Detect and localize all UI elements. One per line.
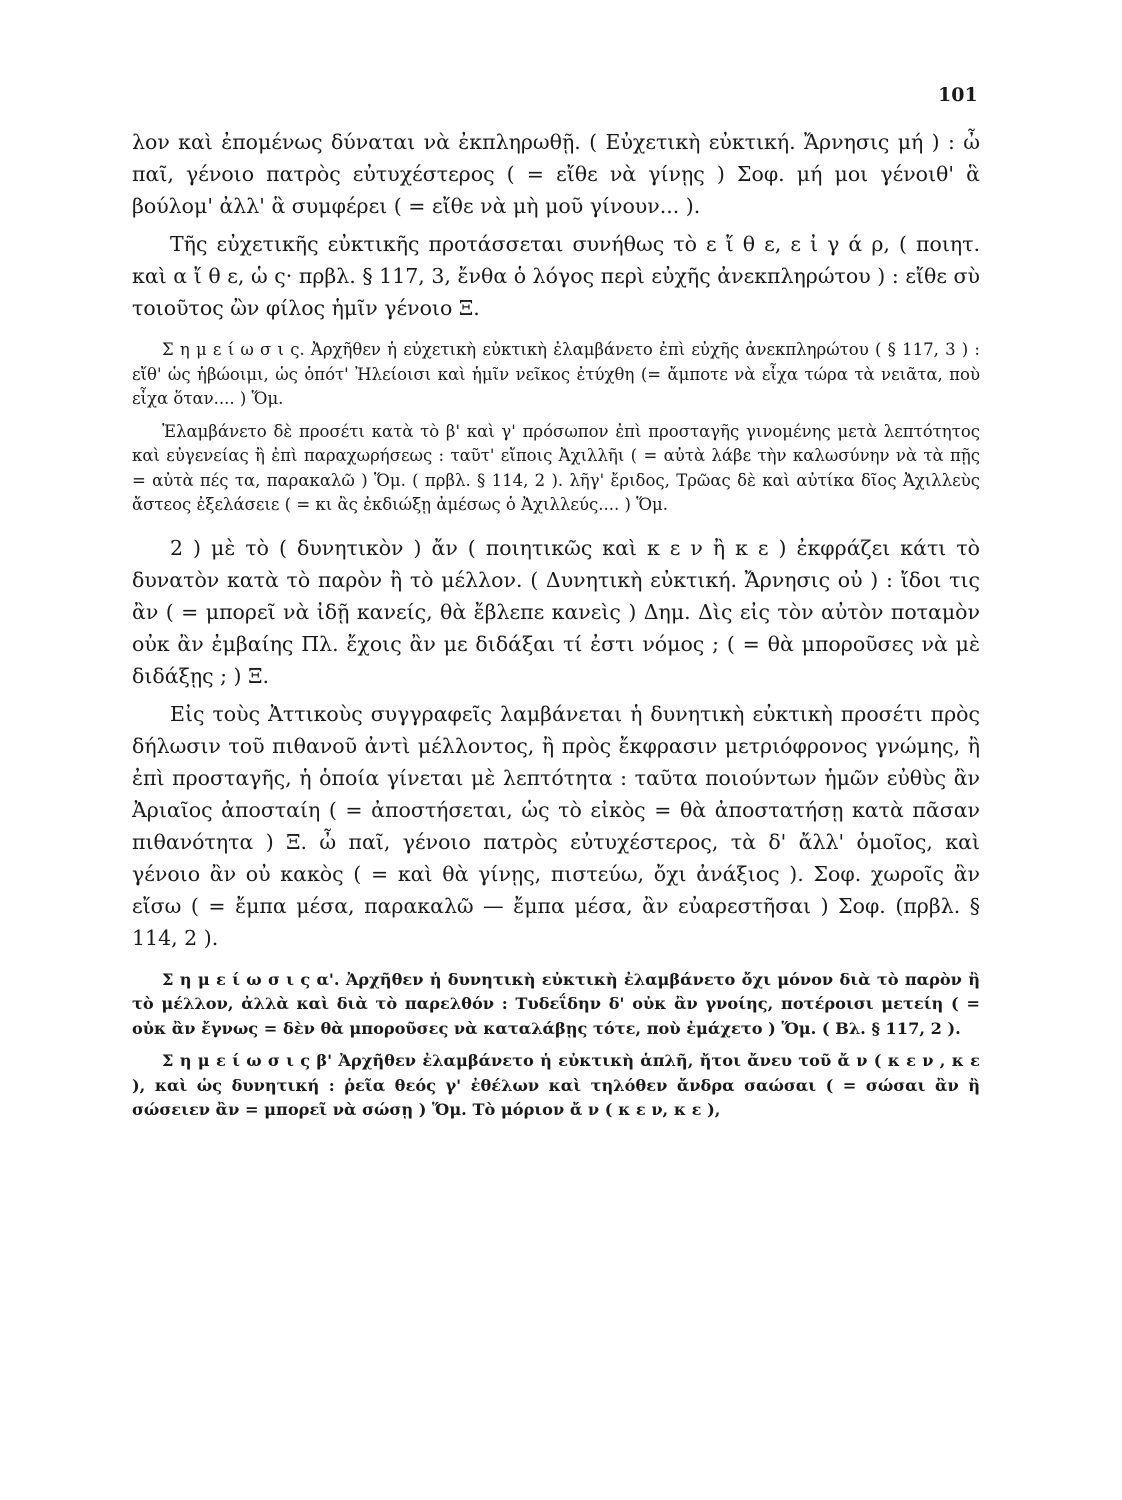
paragraph-attic-usage — [132, 698, 980, 954]
note-polite-command — [132, 420, 980, 518]
note-block-alpha — [132, 968, 980, 1042]
paragraph-potential-optative — [132, 532, 980, 692]
note-text: Σ η μ ε ί ω σ ι ς. Ἀρχῆθεν ἡ εὐχετικὴ εὐκτικὴ ἐλαμβάνετο ἐπὶ εὐχῆς ἀνεκπληρώτου ( § 117, 3 ) : εἴθ' ὡς ἡβώοιμι, ὡς ὁπότ' Ἠλείοισι καὶ ἡμῖν νεῖκος ἐτύχθη (= ἄμποτε νὰ εἶχα τώρα τὰ νειᾶτα, ποὺ εἶχα ὅταν.... ) Ὅμ. — [132, 340, 980, 408]
paragraph-text: 2 ) μὲ τὸ ( δυνητικὸν ) ἄν ( ποιητικῶς καὶ κ ε ν ἢ κ ε ) ἐκφράζει κάτι τὸ δυνατὸν κατὰ τὸ παρὸν ἢ τὸ μέλλον. ( Δυνητικὴ εὐκτική. Ἄρνησις οὐ ) : ἴδοι τις ἂν ( = μπορεῖ νὰ ἰδῇ κανείς, θὰ ἔβλεπε κανεὶς ) Δημ. Δὶς εἰς τὸν αὐτὸν ποταμὸν οὐκ ἂν ἐμβαίης Πλ. ἔχοις ἂν με διδάξαι τί ἐστι νόμος ; ( = θὰ μποροῦσες νὰ μὲ διδάξῃς ; ) Ξ. — [132, 535, 980, 688]
paragraph-optative-wish-continued — [132, 126, 980, 222]
page-number: 101 — [938, 84, 978, 106]
page-body — [132, 126, 980, 1131]
note-text: Σ η μ ε ί ω σ ι ς α'. Ἀρχῆθεν ἡ δυνητικὴ εὐκτικὴ ἐλαμβάνετο ὄχι μόνον διὰ τὸ παρὸν ἢ τὸ μέλλον, ἀλλὰ καὶ διὰ τὸ παρελθόν : Τυδεΐδην δ' οὐκ ἂν γνοίης, ποτέροισι μετείη ( = οὐκ ἂν ἔγνως = δὲν θὰ μποροῦσες νὰ καταλάβῃς τότε, ποὺ ἐμάχετο ) Ὅμ. ( Βλ. § 117, 2 ). — [132, 969, 980, 1038]
note-unfulfilled-wish — [132, 338, 980, 412]
paragraph-text: λον καὶ ἐπομένως δύναται νὰ ἐκπληρωθῇ. ( Εὐχετικὴ εὐκτική. Ἄρνησις μή ) : ὦ παῖ, γένοιο πατρὸς εὐτυχέστερος ( = εἴθε νὰ γίνῃς ) Σοφ. μή μοι γένοιθ' ἃ βούλομ' ἀλλ' ἃ συμφέρει ( = εἴθε νὰ μὴ μοῦ γίνουν... ). — [132, 130, 980, 218]
note-text: Ἐλαμβάνετο δὲ προσέτι κατὰ τὸ β' καὶ γ' πρόσωπον ἐπὶ προσταγῆς γινομένης μετὰ λεπτότητος καὶ εὐγενείας ἢ ἐπὶ παραχωρήσεως : ταῦτ' εἴποις Ἀχιλλῆι ( = αὐτὰ λάβε τὴν καλωσύνην νὰ τὰ πῇς = αὐτὰ πές τα, παρακαλῶ ) Ὅμ. ( πρβλ. § 114, 2 ). λῆγ' ἔριδος, Τρῶας δὲ καὶ αὐτίκα δῖος Ἀχιλλεὺς ἄστεος ἐξελάσειε ( = κι ἂς ἐκδιώξῃ ἀμέσως ὁ Ἀχιλλεύς.... ) Ὅμ. — [132, 421, 980, 514]
paragraph-text: Εἰς τοὺς Ἀττικοὺς συγγραφεῖς λαμβάνεται ἡ δυνητικὴ εὐκτικὴ προσέτι πρὸς δήλωσιν τοῦ πιθανοῦ ἀντὶ μέλλοντος, ἢ πρὸς ἔκφρασιν μετριόφρονος γνώμης, ἢ ἐπὶ προσταγῆς, ἡ ὁποία γίνεται μὲ λεπτότητα : ταῦτα ποιούντων ἡμῶν εὐθὺς ἂν Ἀριαῖος ἀποσταίη ( = ἀποστήσεται, ὡς τὸ εἰκὸς = θὰ ἀποστατήσῃ κατὰ πᾶσαν πιθανότητα ) Ξ. ὦ παῖ, γένοιο πατρὸς εὐτυχέστερος, τὰ δ' ἄλλ' ὁμοῖος, καὶ γένοιο ἂν οὐ κακὸς ( = καὶ θὰ γίνῃς, πιστεύω, ὄχι ἀνάξιος ). Σοφ. χωροῖς ἂν εἴσω ( = ἔμπα μέσα, παρακαλῶ — ἔμπα μέσα, ἂν εὐαρεστῆσαι ) Σοφ. (πρβλ. § 114, 2 ). — [132, 701, 980, 950]
paragraph-eithe — [132, 228, 980, 324]
paragraph-text: Τῆς εὐχετικῆς εὐκτικῆς προτάσσεται συνήθως τὸ ε ἴ θ ε, ε ἰ γ ά ρ, ( ποιητ. καὶ α ἴ θ ε, ὡ ς· πρβλ. § 117, 3, ἔνθα ὁ λόγος περὶ εὐχῆς ἀνεκπληρώτου ) : εἴθε σὺ τοιοῦτος ὢν φίλος ἡμῖν γένοιο Ξ. — [132, 232, 980, 320]
note-potential-past — [132, 968, 980, 1042]
note-text: Σ η μ ε ί ω σ ι ς β' Ἀρχῆθεν ἐλαμβάνετο ἡ εὐκτικὴ ἁπλῆ, ἤτοι ἄνευ τοῦ ἄ ν ( κ ε ν , κ ε ), καὶ ὡς δυνητική : ῥεῖα θεός γ' ἐθέλων καὶ τηλόθεν ἄνδρα σαώσαι ( = σώσαι ἂν ἢ σώσειεν ἂν = μπορεῖ νὰ σώσῃ ) Ὅμ. Τὸ μόριον ἄ ν ( κ ε ν, κ ε ), — [132, 1051, 980, 1119]
note-block-beta — [132, 1049, 980, 1123]
note-simple-optative — [132, 1049, 980, 1123]
